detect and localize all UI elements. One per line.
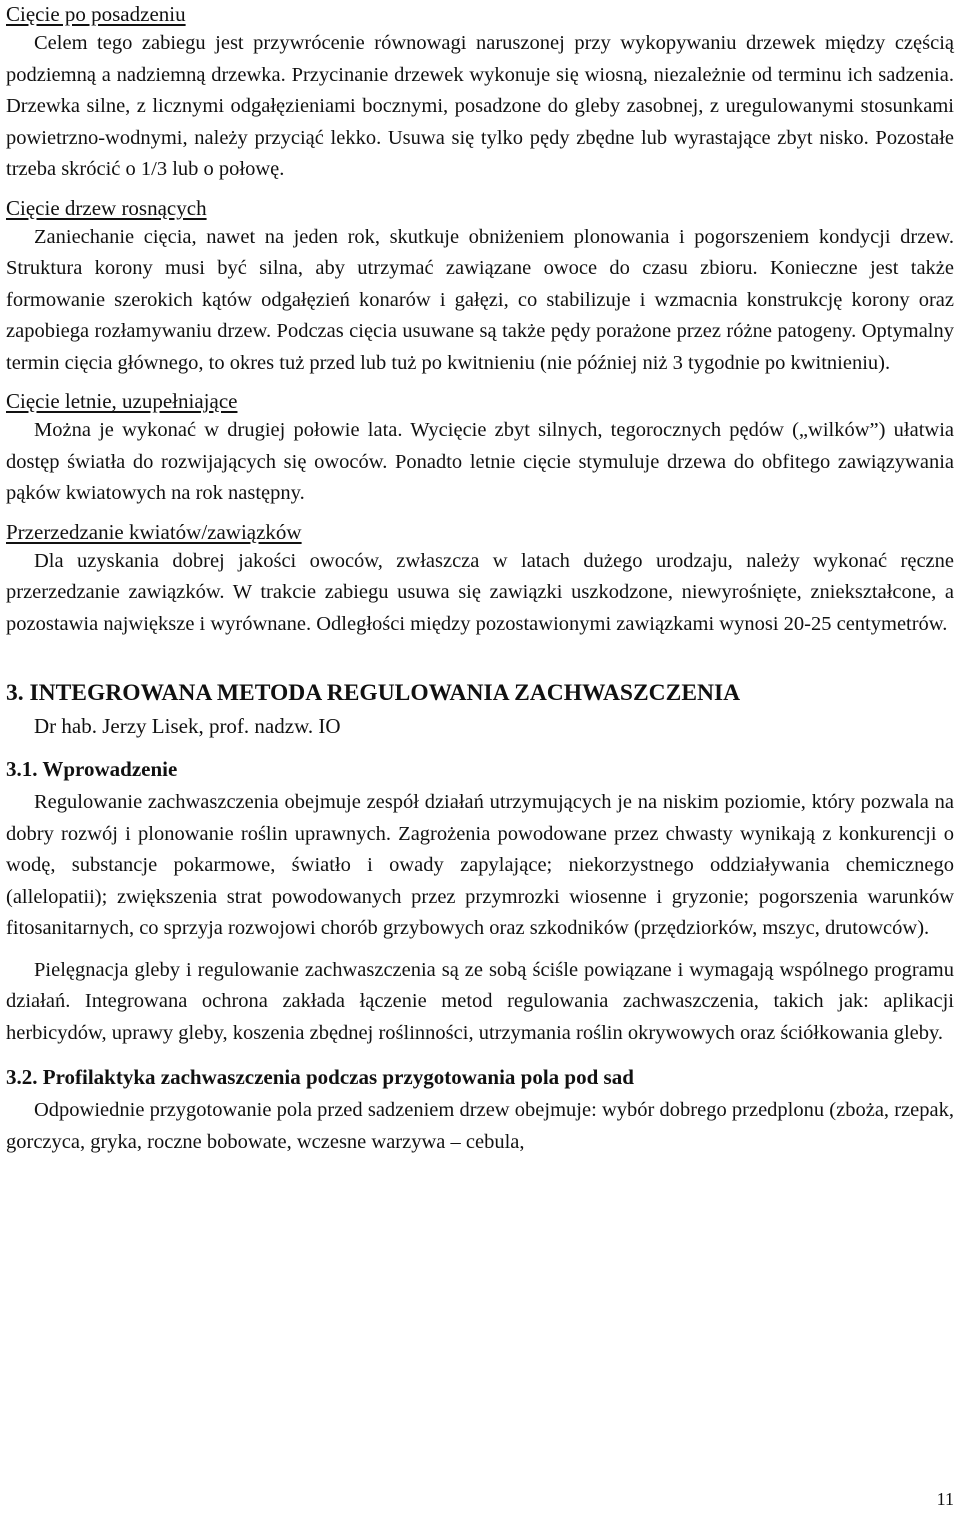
chapter-title: 3. INTEGROWANA METODA REGULOWANIA ZACHWASZCZENIA bbox=[6, 680, 741, 706]
heading-ciecie-letnie: Cięcie letnie, uzupełniające bbox=[6, 389, 238, 413]
paragraph-3-1-b: Pielęgnacja gleby i regulowanie zachwaszczenia są ze sobą ściśle powiązane i wymagają wspólnego programu działań. Integrowana ochrona zakłada łączenie metod regulowania zachwaszczenia, takich jak: aplikacji herbicydów, uprawy gleby, koszenia zbędnej roślinności, utrzymania roślin okrywowych oraz ściółkowania gleby. bbox=[6, 958, 954, 1044]
paragraph-ciecie-po-posadzeniu: Celem tego zabiegu jest przywrócenie równowagi naruszonej przy wykopywaniu drzewek między częścią podziemną a nadziemną drzewka. Przycinanie drzewek wykonuje się wiosną, niezależnie od terminu ich sadzenia. Drzewka silne, z licznymi odgałęzieniami bocznymi, posadzone do gleby zasobnej, z uregulowanymi stosunkami powietrzno-wodnymi, należy przyciąć lekko. Usuwa się tylko pędy zbędne lub wyrastające zbyt nisko. Pozostałe trzeba skrócić o 1/3 lub o połowę. bbox=[6, 32, 954, 180]
heading-ciecie-drzew-rosnacych: Cięcie drzew rosnących bbox=[6, 195, 207, 220]
heading-przerzedzanie: Przerzedzanie kwiatów/zawiązków bbox=[6, 519, 302, 544]
heading-ciecie-po-posadzeniu: Cięcie po posadzeniu bbox=[6, 2, 186, 26]
section-title-3-2: 3.2. Profilaktyka zachwaszczenia podczas przygotowania pola pod sad bbox=[6, 1065, 634, 1089]
page-number: 11 bbox=[936, 1489, 954, 1509]
paragraph-przerzedzanie: Dla uzyskania dobrej jakości owoców, zwłaszcza w latach dużego urodzaju, należy wykonać ręczne przerzedzanie zawiązków. W trakcie zabiegu usuwa się zawiązki uszkodzone, niewyrośnięte, zniekształcone, a pozostawia największe i wyrównane. Odległości między pozostawionymi zawiązkami wynosi 20-25 centymetrów. bbox=[6, 549, 954, 635]
document-page bbox=[6, 0, 954, 1158]
paragraph-3-2: Odpowiednie przygotowanie pola przed sadzeniem drzew obejmuje: wybór dobrego przedplonu (zboża, rzepak, gorczyca, gryka, roczne bobowate, wczesne warzywa – cebula, bbox=[6, 1099, 954, 1153]
paragraph-3-1-a: Regulowanie zachwaszczenia obejmuje zespół działań utrzymujących je na niskim poziomie, który pozwala na dobry rozwój i plonowanie roślin uprawnych. Zagrożenia powodowane przez chwasty wynikają z konkurencji o wodę, substancje pokarmowe, światło i owady zapylające; niekorzystnego oddziaływania chemicznego (allelopatii); zwiększenia strat powodowanych przez przymrozki wiosenne i gryzonie; pogorszenia warunków fitosanitarnych, co sprzyja rozwojowi chorób grzybowych oraz szkodników (przędziorków, mszyc, drutowców). bbox=[6, 791, 954, 939]
chapter-author: Dr hab. Jerzy Lisek, prof. nadzw. IO bbox=[34, 714, 341, 738]
paragraph-ciecie-drzew-rosnacych: Zaniechanie cięcia, nawet na jeden rok, skutkuje obniżeniem plonowania i pogorszeniem kondycji drzew. Struktura korony musi być silna, aby utrzymać zawiązane owoce do czasu zbioru. Konieczne jest także formowanie szerokich kątów odgałęzień konarów i gałęzi, co stabilizuje i wzmacnia konstrukcję korony oraz zapobiega rozłamywaniu drzew. Podczas cięcia usuwane są także pędy porażone przez różne patogeny. Optymalny termin cięcia głównego, to okres tuż przed lub tuż po kwitnieniu (nie później niż 3 tygodnie po kwitnieniu). bbox=[6, 225, 954, 374]
paragraph-ciecie-letnie: Można je wykonać w drugiej połowie lata. Wycięcie zbyt silnych, tegorocznych pędów („wilków”) ułatwia dostęp światła do rozwijających się owoców. Ponadto letnie cięcie stymuluje drzewa do obfitego zawiązywania pąków kwiatowych na rok następny. bbox=[6, 419, 954, 504]
section-title-3-1: 3.1. Wprowadzenie bbox=[6, 757, 178, 781]
